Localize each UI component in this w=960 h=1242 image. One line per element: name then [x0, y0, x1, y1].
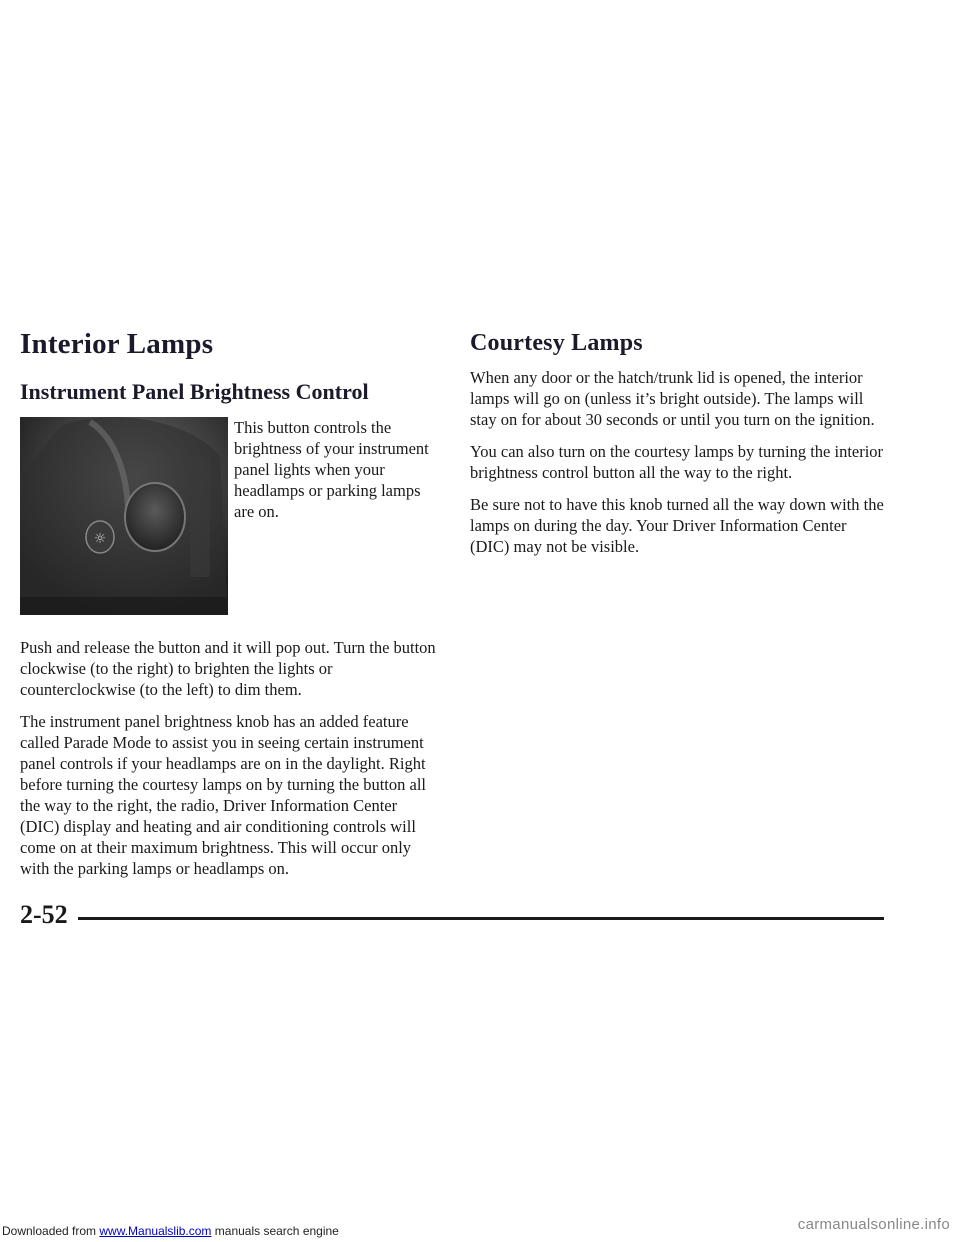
figure-caption: This button controls the brightness of your instrument panel lights when your headlamps or parking lamps are on. [234, 418, 429, 521]
page-number: 2-52 [20, 900, 68, 929]
download-credit [2, 1224, 339, 1238]
section-title-interior-lamps: Interior Lamps [20, 328, 214, 360]
footer-rule [78, 917, 884, 920]
left-column [20, 328, 440, 879]
right-column [470, 328, 890, 557]
paragraph-warning: Be sure not to have this knob turned all the way down with the lamps on during the day. Your Driver Information Center (DIC) may not be visible. [470, 495, 884, 556]
section-title-courtesy-lamps: Courtesy Lamps [470, 330, 643, 356]
paragraph-turn-on: You can also turn on the courtesy lamps by turning the interior brightness control button all the way to the right. [470, 442, 884, 482]
paragraph-parade-mode: The instrument panel brightness knob has an added feature called Parade Mode to assist you in seeing certain instrument panel controls if your headlamps are on in the daylight. Right before turning the courtesy lamps on by turning the button all the way to the right, the radio, Driver Information Center (DIC) display and heating and air conditioning controls will come on at their maximum brightness. This will occur only with the parking lamps or headlamps on. [20, 712, 426, 878]
credit-prefix: Downloaded from [2, 1224, 100, 1238]
svg-text:☼: ☼ [93, 531, 107, 547]
page-footer [0, 900, 960, 940]
credit-suffix: manuals search engine [211, 1224, 339, 1238]
paragraph-push-release: Push and release the button and it will pop out. Turn the button clockwise (to the right) to brighten the lights or counterclockwise (to the left) to dim them. [20, 638, 436, 699]
figure-row [20, 417, 440, 617]
brightness-knob-photo [20, 417, 228, 615]
subsection-title-brightness-control: Instrument Panel Brightness Control [20, 379, 369, 404]
watermark-text: carmanualsonline.info [797, 1216, 950, 1233]
paragraph-door-opened: When any door or the hatch/trunk lid is opened, the interior lamps will go on (unless it’s bright outside). The lamps will stay on for about 30 seconds or until you turn on the ignition. [470, 368, 875, 429]
manualslib-link[interactable]: www.Manualslib.com [99, 1224, 212, 1238]
